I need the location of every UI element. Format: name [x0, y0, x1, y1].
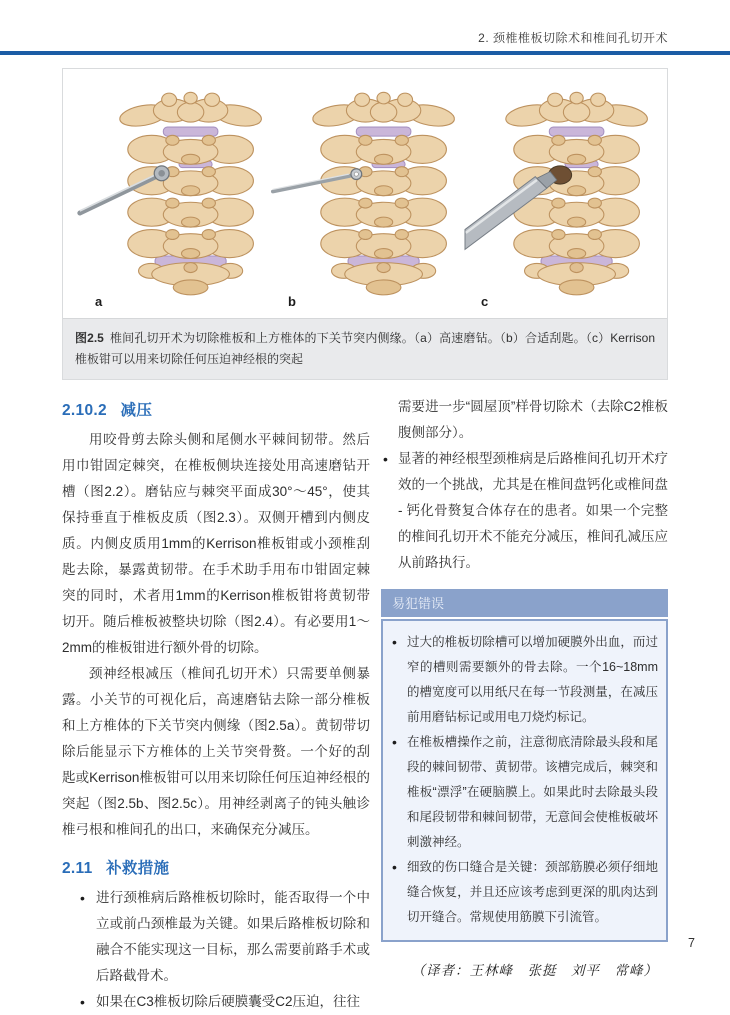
pitfall-item: • 在椎板槽操作之前，注意彻底清除最头段和尾段的棘间韧带、黄韧带。该槽完成后，棘突和椎板“漂浮”在硬脑膜上。如果此时去除最头段和尾段韧带和棘间韧带，无意间会使椎板破坏刺激神经。 — [391, 730, 658, 855]
spine-illustration — [465, 75, 651, 313]
spine-illustration — [272, 75, 458, 313]
continuation-paragraph: 需要进一步“圆屋顶”样骨切除术（去除C2椎板腹侧部分）。 — [398, 399, 668, 440]
pitfalls-box-title: 易犯错误 — [381, 589, 668, 617]
figure-caption-number: 图2.5 — [75, 331, 104, 345]
section-title: 补救措施 — [106, 860, 170, 877]
figure-label-b: b — [288, 294, 296, 309]
left-column — [62, 394, 370, 1015]
figure-panel-a — [79, 75, 265, 313]
pitfalls-box — [381, 589, 668, 942]
body-columns — [62, 394, 668, 1015]
figure-caption — [63, 318, 667, 379]
header-rule — [0, 51, 730, 55]
salvage-bullet-list — [62, 885, 370, 1015]
figure-label-a: a — [95, 294, 103, 309]
pitfall-item: • 过大的椎板切除槽可以增加硬膜外出血，而过窄的槽则需要额外的骨去除。一个16~18mm的槽宽度可以用纸尺在每一节段测量，在减压前用磨钻标记或用电刀烧灼标记。 — [391, 630, 658, 730]
page-number: 7 — [688, 936, 695, 950]
spine-illustration — [79, 75, 265, 313]
list-item: • 如果在C3椎板切除后硬膜囊受C2压迫，往往 — [62, 989, 370, 1015]
pitfall-item: • 细致的伤口缝合是关键：颈部筋膜必须仔细地缝合恢复，并且还应该考虑到更深的肌肉达到切开缝合。常规使用筋膜下引流管。 — [391, 855, 658, 930]
figure-panel-b — [272, 75, 458, 313]
section-number: 2.10.2 — [62, 402, 107, 419]
paragraph: 颈神经根减压（椎间孔切开术）只需要单侧暴露。小关节的可视化后，高速磨钻去除一部分椎板和上方椎体的下关节突内侧缘（图2.5a）。黄韧带切除后能显示下方椎体的上关节突骨赘。一个好的刮匙或Kerrison椎板钳可以用来切除任何压迫神经根的突起（图2.5b、图2.5c）。用神经剥离子的钝头触诊椎弓根和椎间孔的出口，来确保充分减压。 — [62, 666, 370, 837]
figure-2-5 — [62, 68, 668, 380]
list-item: • 显著的神经根型颈椎病是后路椎间孔切开术疗效的一个挑战，尤其是在椎间盘钙化或椎间盘 - 钙化骨赘复合体存在的患者。如果一个完整的椎间孔切开术不能充分减压，椎间孔减压应从前路执行。 — [381, 446, 668, 576]
paragraph: 用咬骨剪去除头侧和尾侧水平棘间韧带。然后用巾钳固定棘突，在椎板侧块连接处用高速磨钻开槽（图2.2）。磨钻应与棘突平面成30°～45°，使其保持垂直于椎板皮质（图2.3）。双侧开槽到内侧皮质。内侧皮质用1mm的Kerrison椎板钳或小颈椎刮匙去除，暴露黄韧带。在手术助手用布巾钳固定棘突的同时，术者用1mm的Kerrison椎板钳将黄韧带切开。随后椎板被整块切除（图2.4）。有必要用1～2mm的椎板钳进行额外骨的切除。 — [62, 432, 370, 655]
section-title: 减压 — [120, 402, 153, 419]
figure-label-c: c — [481, 294, 489, 309]
right-column — [381, 394, 668, 1015]
list-item: • 进行颈椎病后路椎板切除时，能否取得一个中立或前凸颈椎最为关键。如果后路椎板切除和融合不能实现这一目标，那么需要前路手术或后路截骨术。 — [62, 885, 370, 989]
running-header-title: 2. 颈椎椎板切除术和椎间孔切开术 — [478, 31, 668, 45]
pitfalls-list — [391, 630, 658, 930]
section-heading-salvage — [62, 856, 370, 878]
section-heading-decompression — [62, 398, 370, 420]
figure-caption-text: 椎间孔切开术为切除椎板和上方椎体的下关节突内侧缘。（a）高速磨钻。（b）合适刮匙。（c）Kerrison椎板钳可以用来切除任何压迫神经根的突起 — [75, 331, 655, 366]
section-number: 2.11 — [62, 860, 93, 877]
figure-panel-c — [465, 75, 651, 313]
figure-canvas — [63, 69, 667, 318]
salvage-bullet-list-continued — [381, 446, 668, 576]
translator-credit: （译者：王林峰 张挺 刘平 常峰） — [411, 963, 658, 978]
pitfalls-box-body — [381, 619, 668, 942]
